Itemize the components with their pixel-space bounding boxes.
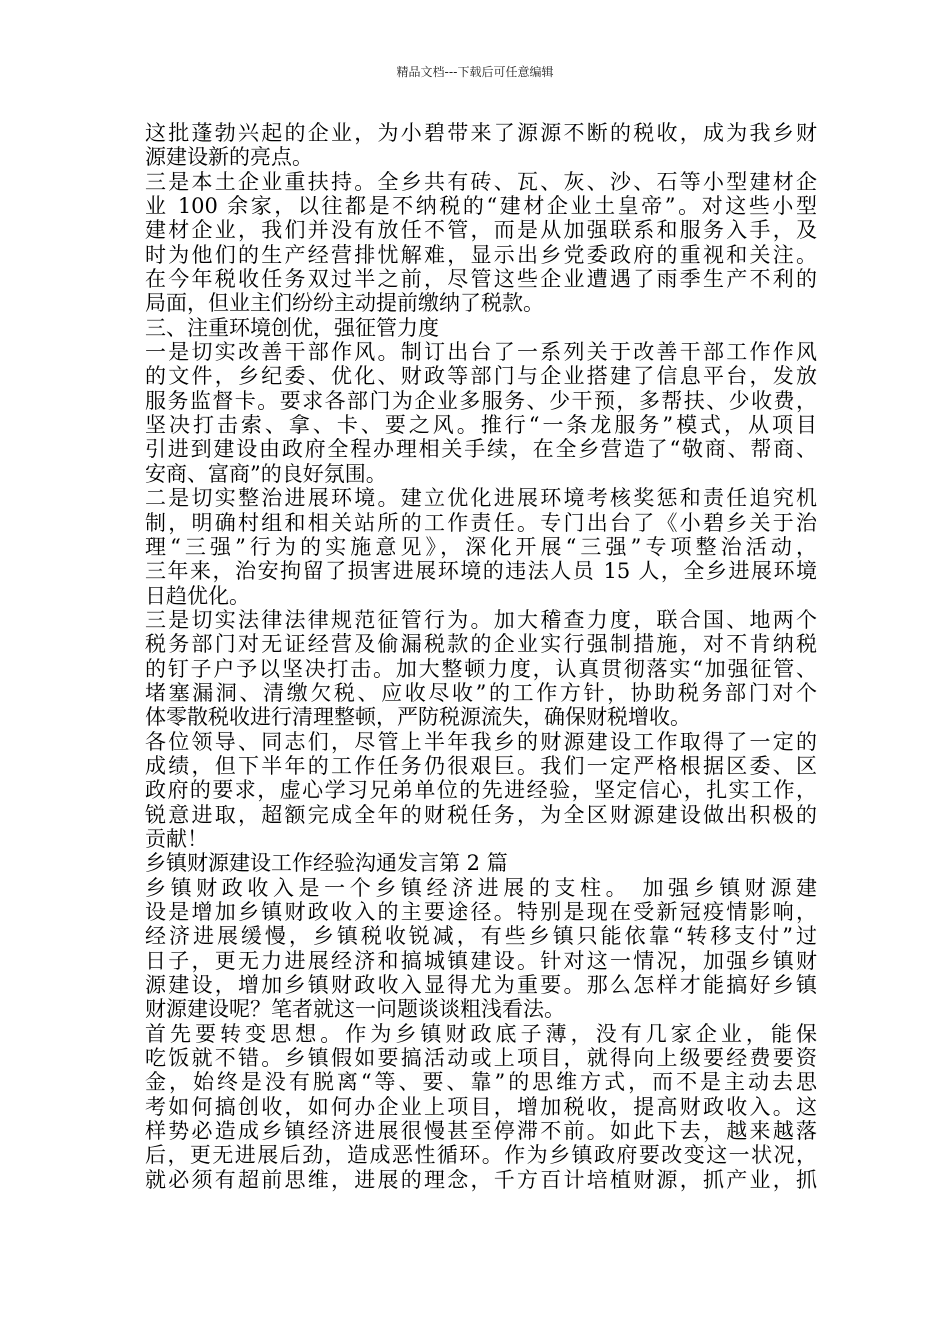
- text-line: 这批蓬勃兴起的企业，为小碧带来了源源不断的税收，成为我乡财: [145, 121, 817, 145]
- text-line: 金，始终是没有脱离“等、要、靠”的思维方式，而不是主动去思: [145, 1070, 817, 1095]
- text-line: 安商、富商”的良好氛围。: [145, 461, 387, 486]
- text-line: 乡镇财政收入是一个乡镇经济进展的支柱。 加强乡镇财源建: [145, 875, 817, 900]
- text-line: 三、注重环境创优，强征管力度: [145, 315, 439, 340]
- text-line: 锐意进取，超额完成全年的财税任务，为全区财源建设做出积极的: [145, 802, 817, 827]
- page-header: 精品文档---下载后可任意编辑: [396, 65, 554, 79]
- text-line: 乡镇财源建设工作经验沟通发言第 2 篇: [145, 851, 508, 876]
- text-line: 各位领导、同志们，尽管上半年我乡的财源建设工作取得了一定的: [145, 729, 817, 754]
- text-line: 源建设新的亮点。: [145, 145, 313, 170]
- text-line: 三年来，治安拘留了损害进展环境的违法人员 15 人，全乡进展环境: [145, 559, 817, 584]
- text-line: 体零散税收进行清理整顿，严防税源流失，确保财税增收。: [145, 705, 691, 730]
- text-line: 服务监督卡。要求各部门为企业多服务、少干预，多帮扶、少收费，: [145, 388, 817, 413]
- text-line: 政府的要求，虚心学习兄弟单位的先进经验，坚定信心，扎实工作，: [145, 778, 817, 803]
- text-line: 首先要转变思想。作为乡镇财政底子薄，没有几家企业，能保: [145, 1021, 817, 1046]
- text-line: 一是切实改善干部作风。制订出台了一系列关于改善干部工作作风: [145, 340, 817, 365]
- document-body: [145, 121, 817, 1192]
- text-line: 的文件，乡纪委、优化、财政等部门与企业搭建了信息平台，发放: [145, 364, 817, 389]
- text-line: 经济进展缓慢，乡镇税收锐减，有些乡镇只能依靠“转移支付”过: [145, 924, 817, 949]
- text-line: 制，明确村组和相关站所的工作责任。专门出台了《小碧乡关于治: [145, 510, 817, 535]
- text-line: 日趋优化。: [145, 583, 250, 608]
- text-line: 建材企业，我们并没有放任不管，而是从加强联系和服务入手，及: [145, 218, 817, 243]
- text-line: 考如何搞创收，如何办企业上项目，增加税收，提高财政收入。这: [145, 1094, 817, 1119]
- text-line: 源建设，增加乡镇财政收入显得尤为重要。那么怎样才能搞好乡镇: [145, 973, 817, 998]
- text-line: 二是切实整治进展环境。建立优化进展环境考核奖惩和责任追究机: [145, 486, 817, 511]
- text-line: 理“三强”行为的实施意见》，深化开展“三强”专项整治活动，: [145, 534, 817, 559]
- text-line: 贡献！: [145, 826, 208, 851]
- text-line: 引进到建设由政府全程办理相关手续，在全乡营造了“敬商、帮商、: [145, 437, 817, 462]
- text-line: 后，更无进展后劲，造成恶性循环。作为乡镇政府要改变这一状况，: [145, 1143, 817, 1168]
- text-line: 吃饭就不错。乡镇假如要搞活动或上项目，就得向上级要经费要资: [145, 1046, 817, 1071]
- text-line: 堵塞漏洞、清缴欠税、应收尽收”的工作方针，协助税务部门对个: [145, 680, 817, 705]
- text-line: 的钉子户予以坚决打击。加大整顿力度，认真贯彻落实“加强征管、: [145, 656, 817, 681]
- text-line: 就必须有超前思维，进展的理念，千方百计培植财源，抓产业，抓: [145, 1167, 817, 1192]
- text-line: 时为他们的生产经营排忧解难，显示出乡党委政府的重视和关注。: [145, 242, 817, 267]
- text-line: 业 100 余家，以往都是不纳税的“建材企业土皇帝”。对这些小型: [145, 194, 817, 219]
- text-line: 局面，但业主们纷纷主动提前缴纳了税款。: [145, 291, 544, 316]
- text-line: 财源建设呢？笔者就这一问题谈谈粗浅看法。: [145, 997, 565, 1022]
- text-line: 日子，更无力进展经济和搞城镇建设。针对这一情况，加强乡镇财: [145, 948, 817, 973]
- text-line: 三是本土企业重扶持。全乡共有砖、瓦、灰、沙、石等小型建材企: [145, 169, 817, 194]
- text-line: 成绩，但下半年的工作任务仍很艰巨。我们一定严格根据区委、区: [145, 753, 817, 778]
- text-line: 税务部门对无证经营及偷漏税款的企业实行强制措施，对不肯纳税: [145, 632, 817, 657]
- text-line: 在今年税收任务双过半之前，尽管这些企业遭遇了雨季生产不利的: [145, 267, 817, 292]
- text-line: 设是增加乡镇财政收入的主要途径。特别是现在受新冠疫情影响，: [145, 900, 817, 924]
- text-line: 三是切实法律法律规范征管行为。加大稽查力度，联合国、地两个: [145, 607, 817, 632]
- text-line: 样势必造成乡镇经济进展很慢甚至停滞不前。如此下去，越来越落: [145, 1119, 817, 1144]
- text-line: 坚决打击索、拿、卡、要之风。推行“一条龙服务”模式，从项目: [145, 413, 817, 438]
